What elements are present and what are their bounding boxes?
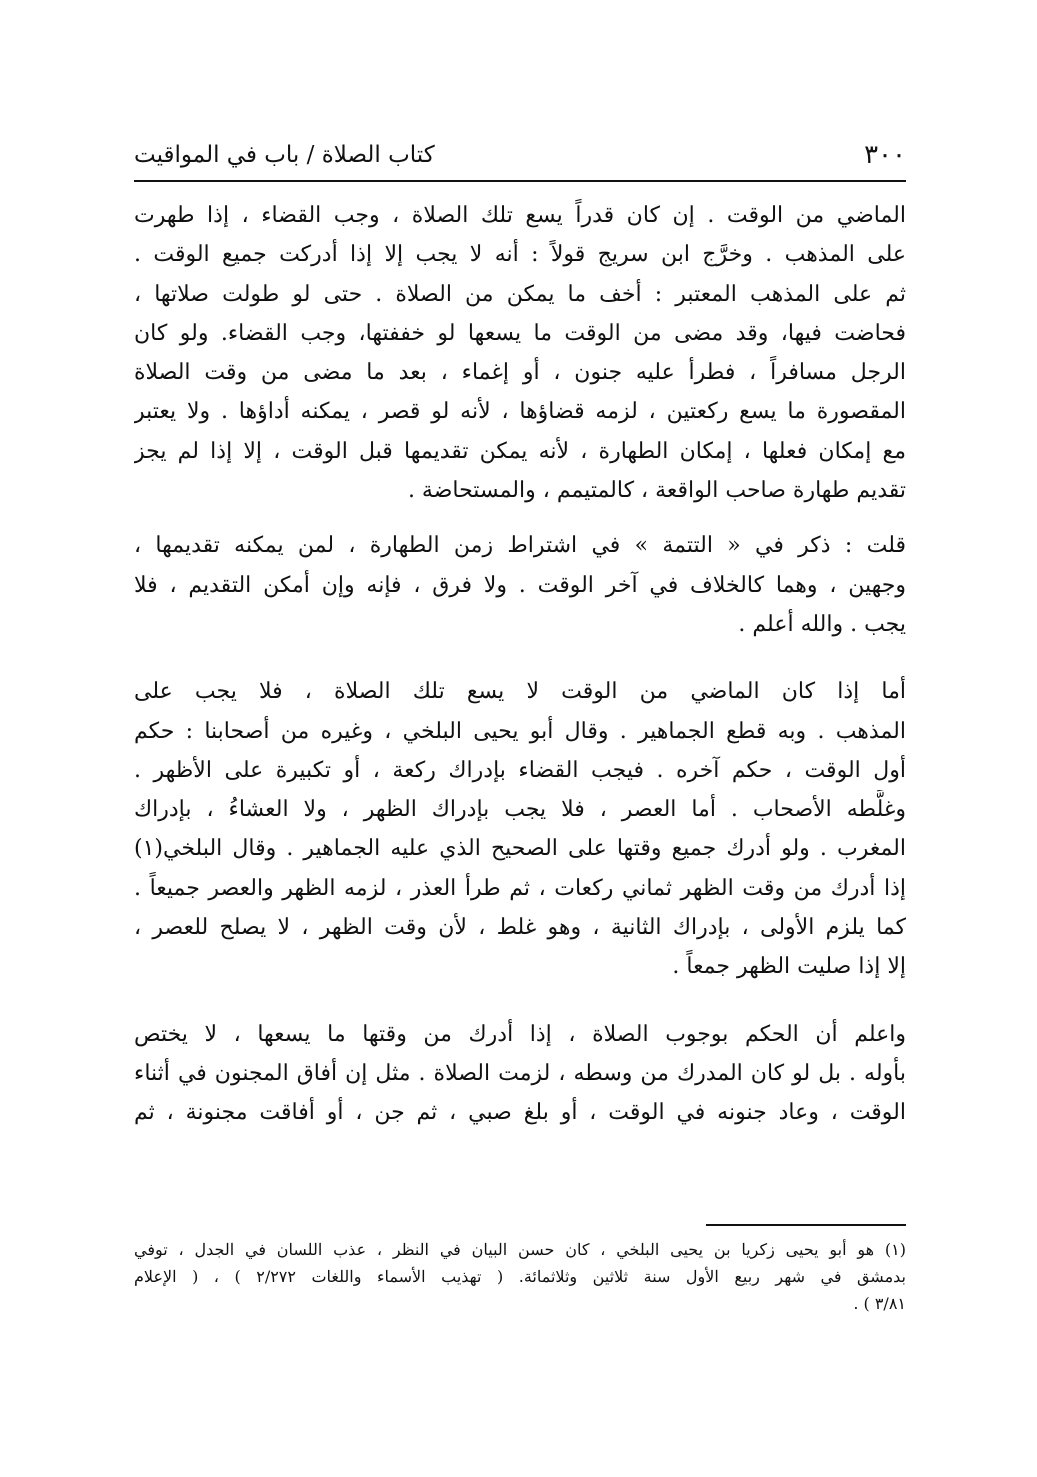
paragraph-4 (134, 1015, 906, 1133)
footnote-rule (706, 1224, 906, 1226)
text-line: وغلَّطه الأصحاب . أما العصر ، فلا يجب بإدراك الظهر ، ولا العشاءُ ، بإدراك (134, 797, 906, 823)
text-line: وجهين ، وهما كالخلاف في آخر الوقت . ولا فرق ، فإنه وإن أمكن التقديم ، فلا (134, 572, 906, 598)
text-line: أما إذا كان الماضي من الوقت لا يسع تلك الصلاة ، فلا يجب على (134, 679, 906, 705)
text-line: فحاضت فيها، وقد مضى من الوقت ما يسعها لو خففتها، وجب القضاء. ولو كان (134, 320, 906, 346)
text-line: مع إمكان فعلها ، إمكان الطهارة ، لأنه يمكن تقديمها قبل الوقت ، إلا إذا لم يجز (134, 438, 906, 464)
footnote-line: (١) هو أبو يحيى زكريا بن يحيى البلخي ، كان حسن البيان في النظر ، عذب اللسان في الجدل ، توفي (134, 1240, 906, 1259)
text-line: يجب . والله أعلم . (738, 611, 906, 637)
header-rule (134, 180, 906, 182)
text-line: بأوله . بل لو كان المدرك من وسطه ، لزمت الصلاة . مثل إن أفاق المجنون في أثناء (134, 1060, 906, 1086)
text-line: ثم على المذهب المعتبر : أخف ما يمكن من الصلاة . حتى لو طولت صلاتها ، (134, 281, 906, 307)
page-header (134, 132, 906, 178)
text-line: قلت : ذكر في « التتمة » في اشتراط زمن الطهارة ، لمن يمكنه تقديمها ، (134, 533, 906, 559)
text-line: كما يلزم الأولى ، بإدراك الثانية ، وهو غلط ، لأن وقت الظهر ، لا يصلح للعصر ، (134, 915, 906, 941)
text-line: إذا أدرك من وقت الظهر ثماني ركعات ، ثم طرأ العذر ، لزمه الظهر والعصر جميعاً . (134, 875, 906, 901)
text-line: واعلم أن الحكم بوجوب الصلاة ، إذا أدرك من وقتها ما يسعها ، لا يختص (134, 1021, 906, 1047)
text-line: الوقت ، وعاد جنونه في الوقت ، أو بلغ صبي ، ثم جن ، أو أفاقت مجنونة ، ثم (134, 1100, 906, 1126)
page-number: ٣٠٠ (864, 140, 906, 170)
text-line: الماضي من الوقت . إن كان قدراً يسع تلك الصلاة ، وجب القضاء ، إذا طهرت (134, 203, 906, 228)
text-line: المقصورة ما يسع ركعتين ، لزمه قضاؤها ، لأنه لو قصر ، يمكنه أداؤها . ولا يعتبر (134, 399, 906, 425)
footnote-line: بدمشق في شهر ربيع الأول سنة ثلاثين وثلاثمائة. ( تهذيب الأسماء واللغات ٢/٢٧٢ ) ، ( الإعلام (134, 1267, 906, 1286)
text-line: على المذهب . وخرَّج ابن سريج قولاً : أنه لا يجب إلا إذا أدركت جميع الوقت . (134, 242, 906, 268)
text-line: أول الوقت ، حكم آخره . فيجب القضاء بإدراك ركعة ، أو تكبيرة على الأظهر . (134, 757, 906, 783)
paragraph-1 (134, 196, 906, 510)
main-text (134, 196, 906, 1133)
text-line: إلا إذا صليت الظهر جمعاً . (672, 954, 906, 980)
paragraph-2 (134, 526, 906, 644)
running-title: كتاب الصلاة / باب في المواقيت (134, 142, 435, 168)
paragraph-3 (134, 672, 906, 986)
text-line: تقديم طهارة صاحب الواقعة ، كالمتيمم ، والمستحاضة . (407, 478, 906, 504)
footnote (134, 1236, 906, 1317)
footnote-line: ٣/٨١ ) . (853, 1294, 906, 1313)
text-line: الرجل مسافراً ، فطرأ عليه جنون ، أو إغماء ، بعد ما مضى من وقت الصلاة (134, 360, 906, 386)
text-line: المغرب . ولو أدرك جميع وقتها على الصحيح الذي عليه الجماهير . وقال البلخي(١) (134, 836, 906, 862)
text-line: المذهب . وبه قطع الجماهير . وقال أبو يحيى البلخي ، وغيره من أصحابنا : حكم (134, 718, 906, 744)
